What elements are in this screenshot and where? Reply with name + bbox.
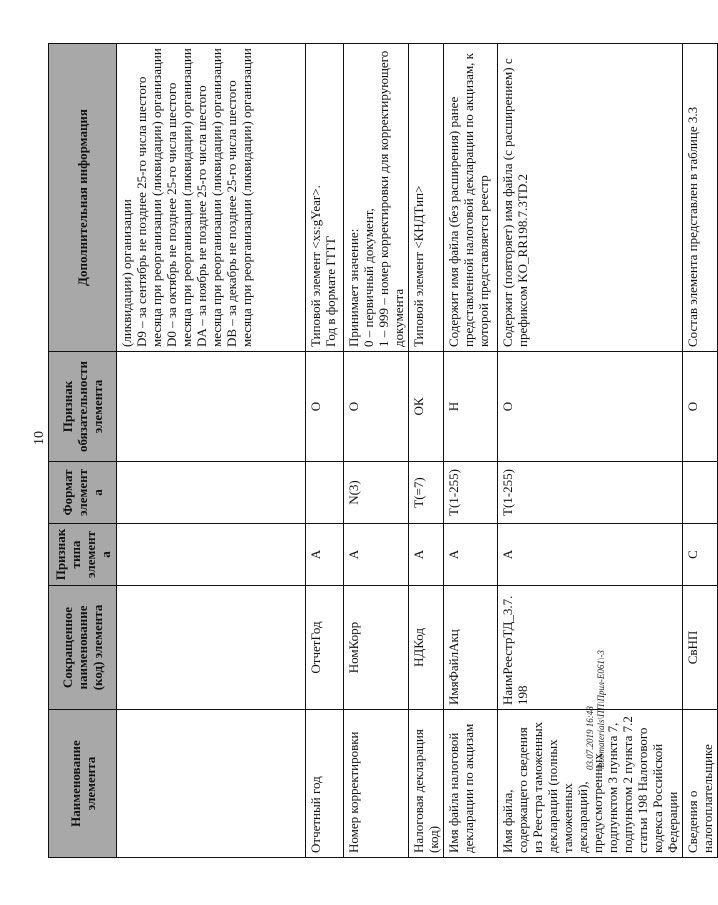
cell-info: Содержит (повторяет) имя файла (с расширением) с префиксом KO_RR198.7.3TD.2 bbox=[498, 44, 683, 352]
header-name: Наименование элемента bbox=[49, 710, 117, 858]
cell-name: Отчетный год bbox=[306, 710, 344, 858]
footer-path: \Lobmaterials\ПП\Прил-E061\-3 bbox=[596, 650, 606, 770]
cell-type: А bbox=[444, 524, 498, 586]
cell-format bbox=[117, 462, 306, 524]
cell-code: ИмяФайлАкц bbox=[444, 586, 498, 710]
table-row bbox=[498, 44, 683, 858]
header-type: Признак типа элемента bbox=[49, 524, 117, 586]
table-row bbox=[117, 44, 306, 858]
cell-name: Имя файла, содержащего сведения из Реестра таможенных деклараций (полных таможенных деклараций), предусмотренных подпунктом 3 пункта 7, подпунктом 2 пункта 7.2 статьи 198 Налогового кодекса Российской Федерации bbox=[498, 710, 683, 858]
cell-name: Номер корректировки bbox=[344, 710, 409, 858]
table-row bbox=[444, 44, 498, 858]
cell-name: Имя файла налоговой декларации по акцизам bbox=[444, 710, 498, 858]
table-row bbox=[683, 44, 718, 858]
cell-format: T(=7) bbox=[409, 462, 444, 524]
header-format: Формат элемента bbox=[49, 462, 117, 524]
footer-timestamp: 03.07.2019 16:48 bbox=[585, 706, 595, 770]
cell-info: Типовой элемент <xs:gYear>. Год в формате ГГГГ bbox=[306, 44, 344, 352]
cell-info: Состав элемента представлен в таблице 3.3 bbox=[683, 44, 718, 352]
cell-code: НДКод bbox=[409, 586, 444, 710]
cell-required: О bbox=[683, 352, 718, 462]
cell-code: НомКорр bbox=[344, 586, 409, 710]
cell-format: T(1-255) bbox=[444, 462, 498, 524]
cell-type: А bbox=[306, 524, 344, 586]
cell-info: (ликвидации) организации D9 – за сентябрь не позднее 25-го числа шестого месяца при реорганизации (ликвидации) организации D0 – за октябрь не позднее 25-го числа шестого месяца при реорганизации (ликвидации) организации DA – за ноябрь не позднее 25-го числа шестого месяца при реорганизации (ликвидации) организации DB – за декабрь не позднее 25-го числа шестого месяца при реорганизации (ликвидации) организации bbox=[117, 44, 306, 352]
cell-code bbox=[117, 586, 306, 710]
cell-code: НаимРеестрТД_3.7.198 bbox=[498, 586, 683, 710]
cell-type: А bbox=[409, 524, 444, 586]
cell-code: СвНП bbox=[683, 586, 718, 710]
header-info: Дополнительная информация bbox=[49, 44, 117, 352]
cell-type: С bbox=[683, 524, 718, 586]
cell-required bbox=[117, 352, 306, 462]
cell-format: T(1-255) bbox=[498, 462, 683, 524]
cell-code: ОтчетГод bbox=[306, 586, 344, 710]
cell-format bbox=[306, 462, 344, 524]
header-row bbox=[49, 44, 117, 858]
cell-type bbox=[117, 524, 306, 586]
cell-format bbox=[683, 462, 718, 524]
cell-type: А bbox=[344, 524, 409, 586]
cell-info: Принимает значение: 0 – первичный документ, 1 – 999 – номер корректировки для корректирующего документа bbox=[344, 44, 409, 352]
header-code: Сокращенное наименование (код) элемента bbox=[49, 586, 117, 710]
cell-required: ОК bbox=[409, 352, 444, 462]
header-required: Признак обязательности элемента bbox=[49, 352, 117, 462]
cell-name bbox=[117, 710, 306, 858]
cell-required: О bbox=[498, 352, 683, 462]
cell-type: А bbox=[498, 524, 683, 586]
cell-name: Налоговая декларация (код) bbox=[409, 710, 444, 858]
cell-info: Типовой элемент <КНДТип> bbox=[409, 44, 444, 352]
table-row bbox=[344, 44, 409, 858]
cell-info: Содержит имя файла (без расширения) ранее представленной налоговой декларации по акцизам, к которой представляется реестр bbox=[444, 44, 498, 352]
elements-table bbox=[48, 43, 718, 858]
cell-required: О bbox=[306, 352, 344, 462]
cell-required: Н bbox=[444, 352, 498, 462]
cell-format: N(3) bbox=[344, 462, 409, 524]
page-number: 10 bbox=[32, 431, 47, 445]
table-row bbox=[409, 44, 444, 858]
table-row bbox=[306, 44, 344, 858]
cell-required: О bbox=[344, 352, 409, 462]
cell-name: Сведения о налогоплательщике bbox=[683, 710, 718, 858]
